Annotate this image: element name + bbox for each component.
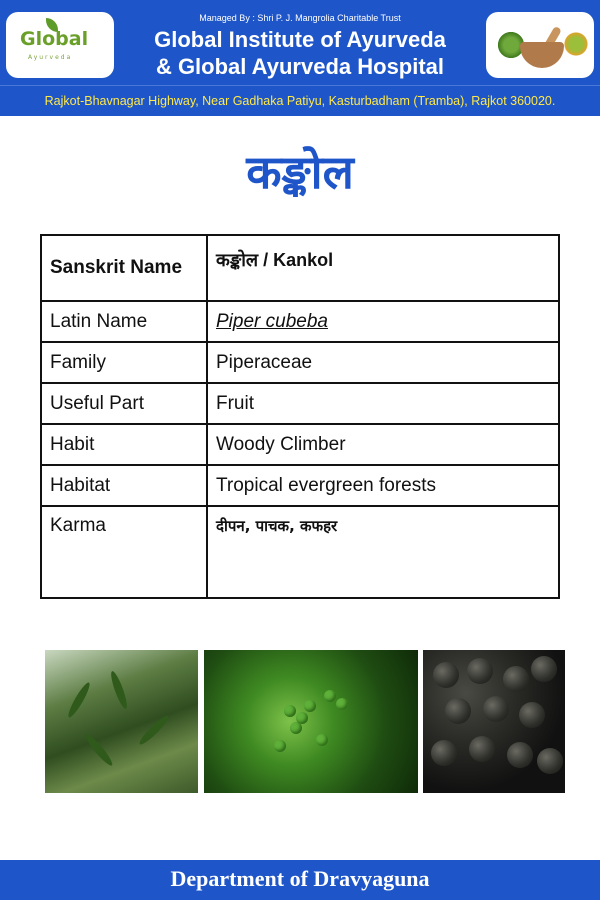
- institute-name-line2: & Global Ayurveda Hospital: [155, 54, 445, 79]
- table-row: [41, 424, 559, 465]
- leaf-shape: [66, 681, 93, 720]
- peppercorn-shape: [483, 696, 509, 722]
- peppercorn-shape: [467, 658, 493, 684]
- sanskrit-name-value: कङ्कोल / Kankol: [216, 250, 334, 270]
- berry-shape: [324, 690, 336, 702]
- table-row: [41, 235, 559, 301]
- table-row: [41, 383, 559, 424]
- page-title: कङ्कोल: [246, 145, 354, 199]
- leaf-shape: [108, 670, 129, 710]
- table-row: [41, 465, 559, 506]
- karma-value: दीपन, पाचक, कफहर: [216, 517, 338, 535]
- berry-shape: [274, 740, 286, 752]
- row-value: [207, 506, 559, 598]
- row-key: Karma: [41, 506, 207, 598]
- peppercorn-shape: [537, 748, 563, 774]
- dried-fruit-photo: [423, 650, 565, 793]
- peppercorn-shape: [431, 740, 457, 766]
- peppercorn-shape: [469, 736, 495, 762]
- row-key: Habit: [41, 424, 207, 465]
- habit-value: Woody Climber: [207, 424, 559, 465]
- useful-part-value: Fruit: [207, 383, 559, 424]
- table-row: [41, 301, 559, 342]
- leaf-shape: [137, 713, 171, 747]
- row-key: Latin Name: [41, 301, 207, 342]
- plant-photo: [45, 650, 198, 793]
- habitat-value: Tropical evergreen forests: [207, 465, 559, 506]
- family-value: Piperaceae: [207, 342, 559, 383]
- row-value: [207, 301, 559, 342]
- department-title: Department of Dravyaguna: [170, 866, 430, 891]
- row-key: Habitat: [41, 465, 207, 506]
- fruit-cluster-photo: [204, 650, 418, 793]
- row-key: Sanskrit Name: [41, 235, 207, 301]
- latin-name-value: Piper cubeba: [216, 310, 328, 332]
- row-key: Family: [41, 342, 207, 383]
- berry-shape: [336, 698, 348, 710]
- peppercorn-shape: [507, 742, 533, 768]
- peppercorn-shape: [433, 662, 459, 688]
- berry-shape: [316, 734, 328, 746]
- institute-name-line1: Global Institute of Ayurveda: [154, 27, 446, 52]
- berry-shape: [304, 700, 316, 712]
- row-value: [207, 235, 559, 301]
- row-key: Useful Part: [41, 383, 207, 424]
- table-row: [41, 342, 559, 383]
- logo-text: Global: [20, 28, 89, 50]
- peppercorn-shape: [519, 702, 545, 728]
- address-text: Rajkot-Bhavnagar Highway, Near Gadhaka Patiyu, Kasturbadham (Tramba), Rajkot 360020.: [44, 94, 556, 108]
- logo-subtext: Ayurveda: [28, 54, 73, 61]
- managed-by-text: Managed By : Shri P. J. Mangrolia Charitable Trust: [199, 13, 401, 23]
- info-table: [40, 234, 560, 599]
- berry-shape: [290, 722, 302, 734]
- leaf-shape: [83, 732, 115, 768]
- table-row: [41, 506, 559, 598]
- peppercorn-shape: [531, 656, 557, 682]
- berry-shape: [284, 705, 296, 717]
- peppercorn-shape: [445, 698, 471, 724]
- peppercorn-shape: [503, 666, 529, 692]
